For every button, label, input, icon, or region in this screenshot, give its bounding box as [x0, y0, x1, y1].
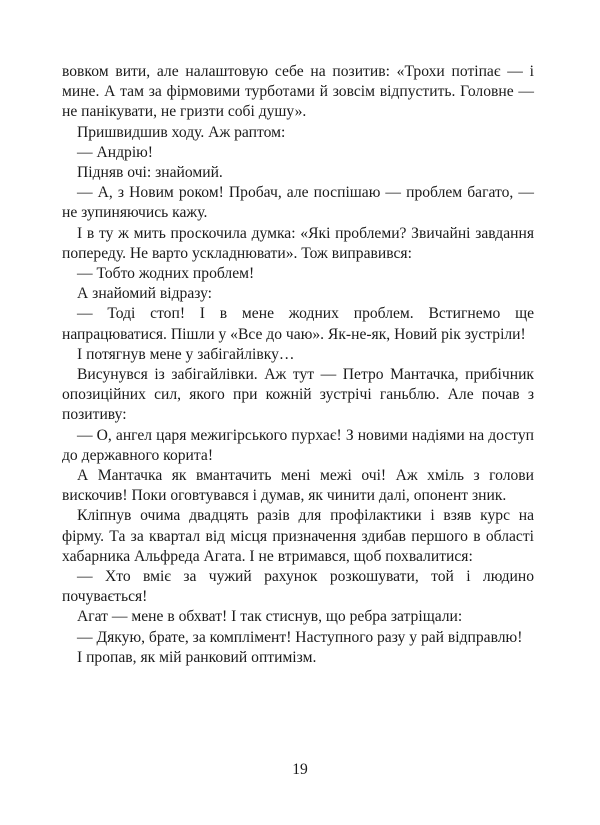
paragraph-12: — О, ангел царя межигірського пурхає! З новими надіями на доступ до державного корита!	[62, 426, 534, 464]
paragraph-16: Агат — мене в обхват! І так стиснув, що ребра затріщали:	[77, 608, 463, 626]
paragraph-5: — А, з Новим роком! Пробач, але поспішаю — проблем багато, — не зупиняючись кажу.	[62, 184, 534, 222]
paragraph-17: — Дякую, брате, за комплімент! Наступного разу у рай відправлю!	[77, 628, 523, 646]
paragraph-2: Пришвидшив ходу. Аж раптом:	[77, 123, 286, 141]
paragraph-1: вовком вити, але налаштовую себе на позитив: «Трохи потіпає — і мине. А там за фірмовими турботами й зовсім відпустить. Головне — не панікувати, не гризти собі душу».	[62, 63, 534, 121]
paragraph-11: Висунувся із забігайлівки. Аж тут — Петро Мантачка, прибічник опозиційних сил, якого при кожній зустрічі ганьблю. Але почав з позитиву:	[62, 366, 534, 424]
paragraph-10: І потягнув мене у забігайлівку…	[77, 345, 295, 363]
paragraph-7: — Тобто жодних проблем!	[77, 265, 255, 283]
page-body-text	[62, 62, 534, 668]
paragraph-14: Кліпнув очима двадцять разів для профілактики і взяв курс на фірму. Та за квартал від місця призначення здибав першого в області хабарника Альфреда Агата. І не втримався, щоб похвалитися:	[62, 507, 534, 565]
paragraph-8: А знайомий відразу:	[77, 285, 212, 303]
paragraph-15: — Хто вміє за чужий рахунок розкошувати, той і людино почувається!	[62, 568, 534, 606]
page-number: 19	[292, 761, 308, 778]
paragraph-3: — Андрію!	[77, 143, 154, 161]
paragraph-4: Підняв очі: знайомий.	[77, 164, 223, 182]
paragraph-6: І в ту ж мить проскочила думка: «Які проблеми? Звичайні завдання попереду. Не варто ускладнювати». Тож виправився:	[62, 224, 534, 262]
paragraph-13: А Мантачка як вмантачить мені межі очі! Аж хміль з голови вискочив! Поки оговтувався і думав, як чинити далі, опонент зник.	[62, 467, 534, 505]
paragraph-9: — Тоді стоп! І в мене жодних проблем. Встигнемо ще напрацюватися. Пішли у «Все до чаю». Як-не-як, Новий рік зустріли!	[62, 305, 534, 343]
paragraph-18: І пропав, як мій ранковий оптимізм.	[77, 648, 317, 666]
